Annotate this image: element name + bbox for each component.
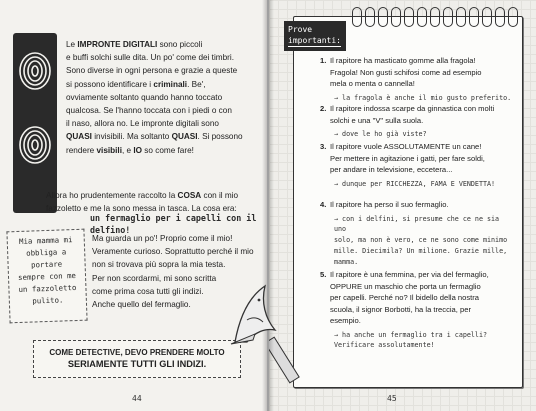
answer-line: solo, ma non è vero, ce ne sono come minimo bbox=[334, 236, 508, 245]
right-page bbox=[269, 0, 536, 411]
evidence-item bbox=[320, 199, 520, 267]
evidence-line: scuola, il signor Borbotti, ha la treccia, per bbox=[330, 304, 471, 314]
evidence-line: Il rapitore indossa scarpe da ginnastica con molti bbox=[330, 104, 495, 113]
notebook-ring-icon bbox=[469, 7, 479, 27]
text-run: qualcosa. Se l'hanno toccata con i piedi o con bbox=[66, 106, 232, 116]
bold-text-run: COSA bbox=[177, 191, 202, 200]
text-run: . Be', bbox=[187, 79, 206, 89]
evidence-number: 1. bbox=[320, 56, 327, 65]
paragraph-line bbox=[92, 258, 262, 271]
page-number: 44 bbox=[132, 394, 142, 403]
paragraph-line bbox=[92, 232, 262, 245]
notebook-ring-icon bbox=[482, 7, 492, 27]
text-run: , e bbox=[121, 145, 134, 155]
notebook-ring-icon bbox=[391, 7, 401, 27]
notebook-ring-icon bbox=[352, 7, 362, 27]
text-run: il naso, allora no. Le impronte digitali sono bbox=[66, 119, 219, 129]
evidence-line: Il rapitore è una femmina, per via del fermaglio, bbox=[330, 270, 489, 279]
banner-line-2: SERIAMENTE TUTTI GLI INDIZI. bbox=[67, 359, 207, 369]
evidence-answer bbox=[334, 129, 514, 140]
text-run: ovviamente soltanto quando hanno toccato bbox=[66, 92, 223, 102]
notebook-ring-icon bbox=[495, 7, 505, 27]
fingerprint-paragraph bbox=[66, 38, 266, 157]
evidence-answer bbox=[334, 214, 514, 268]
evidence-line: per andare in televisione, eccetera... bbox=[330, 165, 453, 174]
answer-line: → dunque per RICCHEZZA, FAMA E VENDETTA! bbox=[334, 179, 496, 188]
evidence-notebook bbox=[288, 16, 523, 388]
banner-line-1: COME DETECTIVE, DEVO PRENDERE MOLTO bbox=[49, 348, 225, 357]
notebook-ring-icon bbox=[404, 7, 414, 27]
evidence-line: Il rapitore vuole ASSOLUTAMENTE un cane! bbox=[330, 142, 482, 151]
note-line bbox=[12, 246, 81, 272]
evidence-line: esempio. bbox=[330, 316, 361, 325]
answer-line: → dove le ho già viste? bbox=[334, 130, 427, 138]
bold-text-run: IO bbox=[133, 145, 143, 155]
text-run: rendere bbox=[66, 145, 97, 155]
answer-line: → ha anche un fermaglio tra i capelli? bbox=[334, 330, 487, 339]
text-run: pulito. bbox=[32, 295, 64, 306]
text-run: Anche quello del fermaglio. bbox=[92, 300, 191, 310]
fingerprint-icon bbox=[13, 33, 57, 213]
text-run: con il mio bbox=[201, 191, 239, 200]
evidence-line: per capelli. Perché no? Il bidello della nostra bbox=[330, 293, 480, 302]
notebook-ring-icon bbox=[417, 7, 427, 27]
bold-text-run: IMPRONTE DIGITALI bbox=[77, 40, 158, 49]
dolphin-hairclip-icon bbox=[225, 280, 283, 350]
text-run: . Si possono bbox=[197, 132, 243, 142]
tag-line-2: importanti: bbox=[288, 36, 341, 45]
evidence-item bbox=[320, 141, 520, 189]
evidence-item bbox=[320, 55, 520, 103]
text-run: Le bbox=[66, 40, 78, 49]
evidence-line: Fragola! Non gusti schifosi come ad esempio bbox=[330, 67, 482, 77]
notebook-ring-icon bbox=[365, 7, 375, 27]
paragraph-line bbox=[66, 117, 266, 130]
paragraph-line bbox=[66, 144, 266, 157]
text-run: obbliga a portare bbox=[26, 247, 67, 270]
hairclip-highlight: un fermaglio per i capelli con il delfino! bbox=[90, 213, 257, 235]
text-run: sono piccoli bbox=[157, 40, 203, 49]
text-run: Veramente curioso. Soprattutto perché il mio bbox=[92, 247, 254, 257]
evidence-line: Per mettere in agitazione i gatti, per fare soldi, bbox=[330, 153, 485, 163]
answer-line: mille. Diecimila? Un milione. Grazie mille, bbox=[334, 246, 508, 255]
evidence-number: 4. bbox=[320, 200, 327, 209]
tag-line-1: Prove bbox=[288, 25, 313, 34]
detective-banner bbox=[33, 340, 241, 378]
evidence-line: Il rapitore ha masticato gomme alla fragola! bbox=[330, 56, 476, 65]
bold-text-run: QUASI bbox=[66, 132, 92, 142]
answer-line: mamma. bbox=[334, 257, 359, 266]
evidence-line: mela o menta o cannella! bbox=[330, 79, 415, 88]
notebook-ring-icon bbox=[456, 7, 466, 27]
paragraph-line bbox=[66, 38, 266, 51]
text-run: Allora ho prudentemente raccolto la bbox=[46, 191, 178, 200]
handkerchief-note bbox=[6, 229, 87, 324]
text-run: si possono identificare i bbox=[66, 79, 154, 89]
paragraph-line bbox=[66, 64, 266, 77]
note-line bbox=[14, 294, 82, 308]
text-run: fazzoletto e me la sono messa in tasca. La cosa era: bbox=[46, 204, 237, 214]
text-run: un fazzoletto bbox=[18, 282, 77, 294]
answer-line: Verificare assolutamente! bbox=[334, 341, 435, 350]
notebook-ring-icon bbox=[443, 7, 453, 27]
paragraph-line bbox=[66, 51, 266, 64]
text-run: Ma guarda un po'! Proprio come il mio! bbox=[92, 234, 233, 243]
evidence-line: OPPURE un maschio che porta un fermaglio bbox=[330, 281, 481, 291]
evidence-answer bbox=[334, 179, 514, 190]
note-text bbox=[12, 234, 82, 308]
evidence-number: 5. bbox=[320, 270, 327, 279]
answer-line: → con i delfini, si presume che ce ne sia uno bbox=[334, 214, 500, 234]
page-number: 45 bbox=[387, 394, 397, 403]
evidence-line: Il rapitore ha perso il suo fermaglio. bbox=[330, 200, 449, 209]
fingerprint-panel bbox=[13, 33, 57, 213]
notebook-ring-icon bbox=[378, 7, 388, 27]
evidence-line: solchi e una "V" sulla suola. bbox=[330, 115, 424, 125]
notebook-ring-icon bbox=[430, 7, 440, 27]
evidence-number: 3. bbox=[320, 142, 327, 151]
paragraph-line bbox=[46, 189, 264, 202]
text-run: Per non scordarmi, mi sono scritta bbox=[92, 273, 217, 283]
evidence-tag bbox=[284, 21, 346, 51]
paragraph-line bbox=[66, 91, 266, 104]
paragraph-line bbox=[66, 104, 266, 117]
text-run: sempre con me bbox=[17, 270, 77, 283]
answer-line: → la fragola è anche il mio gusto preferito. bbox=[334, 93, 512, 102]
bold-text-run: criminali bbox=[153, 79, 188, 89]
evidence-item bbox=[320, 103, 520, 140]
evidence-item bbox=[320, 269, 520, 351]
text-run: Sono diverse in ogni persona e grazie a queste bbox=[66, 66, 238, 76]
paragraph-line bbox=[66, 130, 266, 143]
notebook-ring-icon bbox=[508, 7, 518, 27]
text-run: so come fare! bbox=[142, 145, 194, 155]
text-run: invisibili. Ma soltanto bbox=[91, 132, 172, 142]
paragraph-line bbox=[66, 78, 266, 91]
bold-text-run: QUASI bbox=[171, 132, 198, 142]
evidence-number: 2. bbox=[320, 104, 327, 113]
bold-text-run: visibili bbox=[96, 145, 122, 155]
text-run: e buffi solchi sulle dita. Un po' come dei timbri. bbox=[66, 53, 234, 63]
evidence-answer bbox=[334, 330, 514, 352]
text-run: Mia mamma mi bbox=[18, 235, 73, 246]
text-run: non si trovava più sopra la mia testa. bbox=[92, 260, 226, 270]
paragraph-line bbox=[92, 245, 262, 258]
evidence-answer bbox=[334, 93, 514, 104]
text-run: come prima cosa tutti gli indizi. bbox=[92, 286, 204, 296]
